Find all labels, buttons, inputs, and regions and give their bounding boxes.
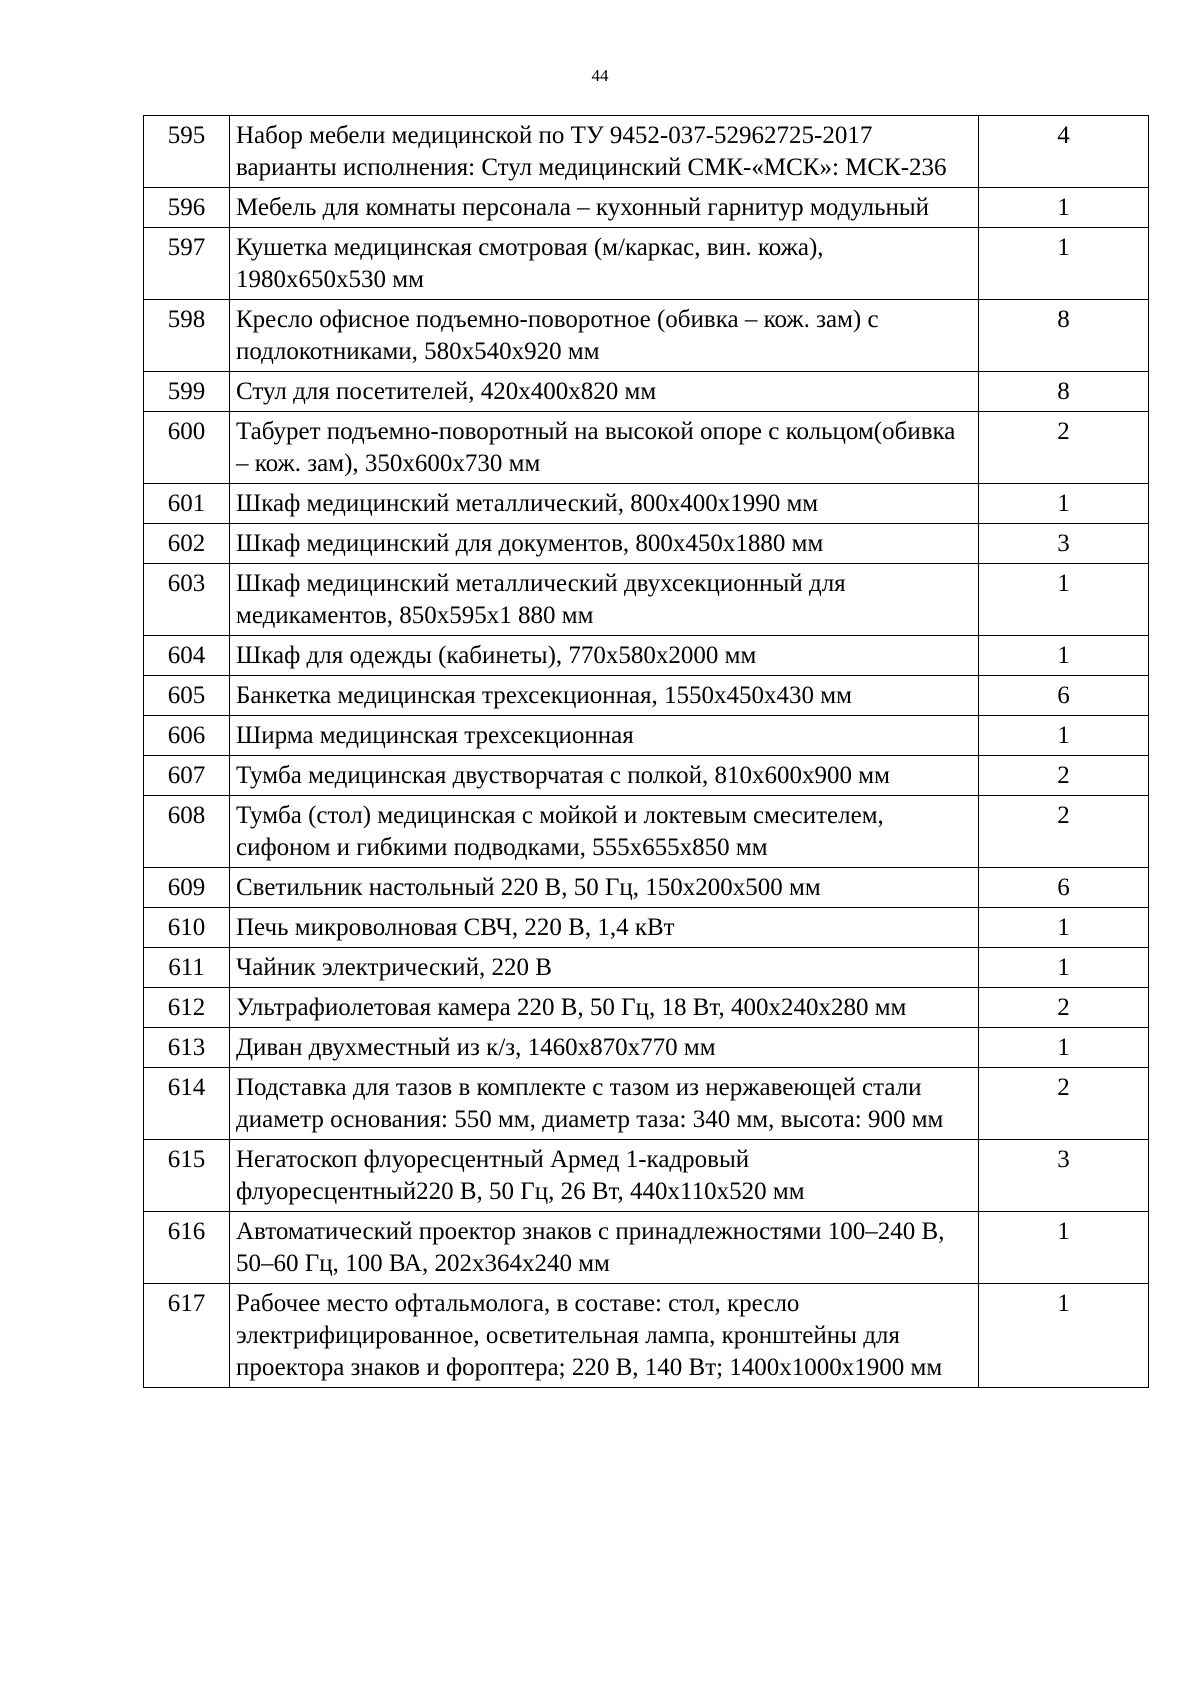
item-name: Рабочее место офтальмолога, в составе: стол, кресло электрифицированное, осветительная лампа, кронштейны для проектора знаков и фороптера; 220 В, 140 Вт; 1400x1000x1900 мм [230, 1284, 979, 1388]
item-name: Тумба медицинская двустворчатая с полкой, 810x600x900 мм [230, 756, 979, 796]
table-row [144, 716, 1149, 756]
table-row [144, 116, 1149, 188]
item-quantity: 1 [979, 948, 1149, 988]
item-quantity: 4 [979, 116, 1149, 188]
item-number: 608 [144, 796, 230, 868]
item-quantity: 6 [979, 868, 1149, 908]
item-name: Кушетка медицинская смотровая (м/каркас, вин. кожа), 1980x650x530 мм [230, 228, 979, 300]
item-quantity: 2 [979, 988, 1149, 1028]
table-row [144, 484, 1149, 524]
item-quantity: 1 [979, 636, 1149, 676]
item-quantity: 2 [979, 412, 1149, 484]
item-number: 600 [144, 412, 230, 484]
item-number: 605 [144, 676, 230, 716]
table-row [144, 988, 1149, 1028]
item-name: Диван двухместный из к/з, 1460x870x770 мм [230, 1028, 979, 1068]
item-name: Шкаф медицинский металлический, 800x400x1990 мм [230, 484, 979, 524]
table-row [144, 1140, 1149, 1212]
item-number: 606 [144, 716, 230, 756]
page-number: 44 [591, 66, 609, 85]
item-name: Банкетка медицинская трехсекционная, 1550x450x430 мм [230, 676, 979, 716]
table-row [144, 756, 1149, 796]
item-name: Чайник электрический, 220 В [230, 948, 979, 988]
item-name: Светильник настольный 220 В, 50 Гц, 150x200x500 мм [230, 868, 979, 908]
item-number: 611 [144, 948, 230, 988]
item-number: 603 [144, 564, 230, 636]
table-row [144, 412, 1149, 484]
item-quantity: 1 [979, 1212, 1149, 1284]
equipment-table [143, 115, 1149, 1388]
table-row [144, 908, 1149, 948]
item-name: Набор мебели медицинской по ТУ 9452-037-52962725-2017 варианты исполнения: Стул медицинский СМК-«МСК»: МСК-236 [230, 116, 979, 188]
item-name: Табурет подъемно-поворотный на высокой опоре с кольцом(обивка – кож. зам), 350x600x730 мм [230, 412, 979, 484]
item-quantity: 1 [979, 716, 1149, 756]
item-quantity: 3 [979, 524, 1149, 564]
item-number: 602 [144, 524, 230, 564]
item-quantity: 8 [979, 372, 1149, 412]
item-name: Шкаф медицинский металлический двухсекционный для медикаментов, 850x595x1 880 мм [230, 564, 979, 636]
item-number: 617 [144, 1284, 230, 1388]
table-row [144, 796, 1149, 868]
item-quantity: 6 [979, 676, 1149, 716]
item-name: Шкаф медицинский для документов, 800x450x1880 мм [230, 524, 979, 564]
item-name: Ультрафиолетовая камера 220 В, 50 Гц, 18 Вт, 400x240x280 мм [230, 988, 979, 1028]
item-number: 607 [144, 756, 230, 796]
item-number: 601 [144, 484, 230, 524]
item-quantity: 1 [979, 484, 1149, 524]
table-row [144, 636, 1149, 676]
item-number: 595 [144, 116, 230, 188]
equipment-table-body [144, 116, 1149, 1388]
table-row [144, 1068, 1149, 1140]
table-row [144, 372, 1149, 412]
item-number: 609 [144, 868, 230, 908]
table-row [144, 524, 1149, 564]
table-row [144, 188, 1149, 228]
table-row [144, 948, 1149, 988]
table-row [144, 1284, 1149, 1388]
item-quantity: 2 [979, 1068, 1149, 1140]
table-row [144, 228, 1149, 300]
item-quantity: 2 [979, 796, 1149, 868]
item-number: 612 [144, 988, 230, 1028]
item-name: Кресло офисное подъемно-поворотное (обивка – кож. зам) с подлокотниками, 580x540x920 мм [230, 300, 979, 372]
item-number: 598 [144, 300, 230, 372]
item-number: 596 [144, 188, 230, 228]
item-quantity: 2 [979, 756, 1149, 796]
item-name: Тумба (стол) медицинская с мойкой и локтевым смесителем, сифоном и гибкими подводками, 555x655x850 мм [230, 796, 979, 868]
item-quantity: 8 [979, 300, 1149, 372]
item-name: Шкаф для одежды (кабинеты), 770x580x2000 мм [230, 636, 979, 676]
item-number: 615 [144, 1140, 230, 1212]
item-name: Автоматический проектор знаков с принадлежностями 100–240 В, 50–60 Гц, 100 ВА, 202x364x240 мм [230, 1212, 979, 1284]
table-row [144, 300, 1149, 372]
item-number: 616 [144, 1212, 230, 1284]
item-name: Подставка для тазов в комплекте с тазом из нержавеющей стали диаметр основания: 550 мм, диаметр таза: 340 мм, высота: 900 мм [230, 1068, 979, 1140]
item-quantity: 1 [979, 228, 1149, 300]
item-number: 599 [144, 372, 230, 412]
item-quantity: 3 [979, 1140, 1149, 1212]
item-name: Стул для посетителей, 420x400x820 мм [230, 372, 979, 412]
table-row [144, 1028, 1149, 1068]
table-row [144, 564, 1149, 636]
table-row [144, 1212, 1149, 1284]
item-quantity: 1 [979, 908, 1149, 948]
item-name: Ширма медицинская трехсекционная [230, 716, 979, 756]
item-quantity: 1 [979, 188, 1149, 228]
item-number: 613 [144, 1028, 230, 1068]
item-number: 597 [144, 228, 230, 300]
item-number: 610 [144, 908, 230, 948]
item-name: Мебель для комнаты персонала – кухонный гарнитур модульный [230, 188, 979, 228]
table-row [144, 868, 1149, 908]
item-quantity: 1 [979, 1284, 1149, 1388]
item-number: 604 [144, 636, 230, 676]
item-quantity: 1 [979, 564, 1149, 636]
item-number: 614 [144, 1068, 230, 1140]
item-quantity: 1 [979, 1028, 1149, 1068]
item-name: Печь микроволновая СВЧ, 220 В, 1,4 кВт [230, 908, 979, 948]
table-row [144, 676, 1149, 716]
item-name: Негатоскоп флуоресцентный Армед 1-кадровый флуоресцентный220 В, 50 Гц, 26 Вт, 440x110x520 мм [230, 1140, 979, 1212]
